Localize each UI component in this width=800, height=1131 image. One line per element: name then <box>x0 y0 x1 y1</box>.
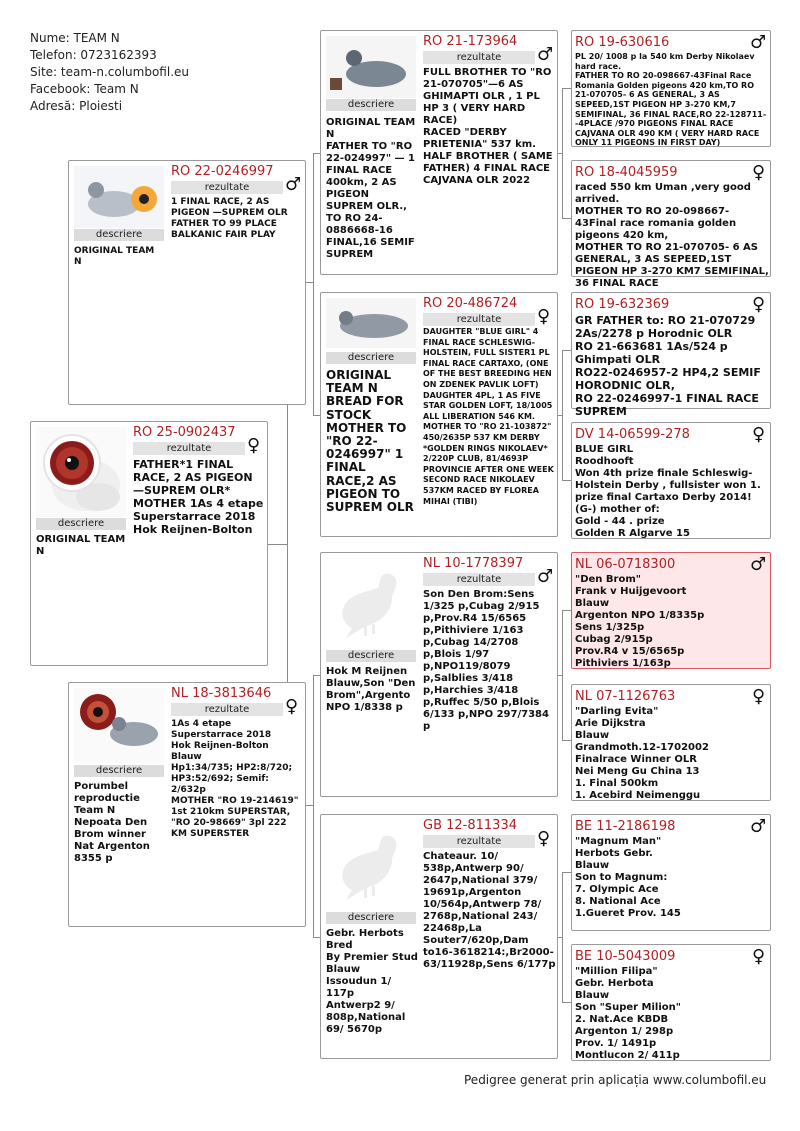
results-label[interactable]: rezultate <box>171 703 283 716</box>
pigeon-photo <box>326 298 416 348</box>
pedigree-text: "Magnum Man" Herbots Gebr. Blauw Son to Magnum: 7. Olympic Ace 8. National Ace 1.Gueret Prov. 145 <box>575 836 681 919</box>
ring-number: NL 06-0718300 <box>575 557 676 572</box>
pedigree-text: "Darling Evita" Arie Dijkstra Blauw Grandmoth.12-1702002 Finalrace Winner OLR Nei Meng Gu China 13 1. Final 500km 1. Acebird Neimenggu <box>575 706 709 801</box>
ring-number: RO 25-0902437 <box>133 425 236 440</box>
ring-number: RO 19-630616 <box>575 35 670 50</box>
connector-line <box>562 872 571 873</box>
description-text: Hok M Reijnen Blauw,Son "Den Brom",Argento NPO 1/8338 p <box>326 666 416 713</box>
pigeon-silhouette <box>326 820 416 910</box>
ring-number: BE 10-5043009 <box>575 949 676 964</box>
results-label[interactable]: rezultate <box>133 442 245 455</box>
connector-line <box>562 610 571 611</box>
female-icon: ♀ <box>537 828 551 849</box>
subject-card[interactable] <box>30 421 268 666</box>
female-icon: ♀ <box>752 294 766 315</box>
results-label[interactable]: rezultate <box>423 573 535 586</box>
pigeon-photo <box>74 688 164 763</box>
female-icon: ♀ <box>752 686 766 707</box>
ring-number: RO 18-4045959 <box>575 165 678 180</box>
ring-number: RO 21-173964 <box>423 34 518 49</box>
pigeon-photo <box>326 36 416 98</box>
ring-number: RO 20-486724 <box>423 296 518 311</box>
paternal-grandmother-card[interactable] <box>320 292 558 537</box>
description-label[interactable]: descriere <box>326 650 416 662</box>
female-icon: ♀ <box>752 424 766 445</box>
paternal-grandfather-card[interactable] <box>320 30 558 275</box>
results-text: Chateaur. 10/ 538p,Antwerp 90/ 2647p,National 379/ 19691p,Argenton 10/564p,Antwerp 78/ 2768p,National 243/ 22468p,La Souter7/620p,Dam to16-3618214:,Br2000-63/11928p,Sens 6/177p <box>423 851 556 970</box>
connector-line <box>562 88 571 89</box>
pigeon-photo <box>74 166 164 228</box>
ring-number: GB 12-811334 <box>423 818 517 833</box>
connector-line <box>268 544 287 545</box>
description-label[interactable]: descriere <box>326 99 416 111</box>
male-icon: ♂ <box>285 174 302 195</box>
connector-line <box>562 480 571 481</box>
ancestor-card-mfm[interactable] <box>571 684 771 801</box>
connector-line <box>562 350 571 351</box>
connector-line <box>562 350 563 480</box>
description-label[interactable]: descriere <box>326 912 416 924</box>
ancestor-card-fmf[interactable] <box>571 292 771 418</box>
father-card[interactable] <box>68 160 306 405</box>
female-icon: ♀ <box>285 696 299 717</box>
ancestor-card-ffm[interactable] <box>571 160 771 289</box>
results-label[interactable]: rezultate <box>423 313 535 326</box>
connector-line <box>305 805 313 806</box>
maternal-grandmother-card[interactable] <box>320 814 558 1059</box>
female-icon: ♀ <box>752 162 766 183</box>
pigeon-silhouette <box>326 558 416 648</box>
pedigree-text: raced 550 km Uman ,very good arrived. MOTHER TO RO 20-098667-43Final race romania golden pigeons 420 km, MOTHER TO RO 21-070705- 6 AS GENERAL, 3 AS SEPEED,1ST PIGEON HP 3-270 KM7 SEMIFINAL, 36 FINAL RACE <box>575 182 769 289</box>
pedigree-text: PL 20/ 1008 p la 540 km Derby Nikolaev hard race. FATHER TO RO 20-098667-43Final Race Romania Golden pigeons 420 km,TO RO 21-070705- 6 AS GENERAL, 3 AS SEPEED,1ST PIGEON HP 3-270 KM,7 SEMIFINAL, 36 FINAL RACE,RO 22-128711--4PLACE /970 PIGEONS FINAL RACE CAJVANA OLR 490 KM ( VERY HARD RACE ONLY 11 PIGEONS IN FIRST DAY) <box>575 52 767 148</box>
connector-line <box>313 153 314 415</box>
results-label[interactable]: rezultate <box>423 51 535 64</box>
maternal-grandfather-card[interactable] <box>320 552 558 797</box>
owner-info <box>30 30 189 115</box>
description-text: ORIGINAL TEAM N <box>74 246 155 267</box>
description-text: ORIGINAL TEAM N BREAD FOR STOCK MOTHER TO "RO 22-0246997" 1 FINAL RACE,2 AS PIGEON TO SUPREM OLR <box>326 368 414 515</box>
description-text: ORIGINAL TEAM N <box>36 534 126 557</box>
connector-line <box>562 1002 571 1003</box>
connector-line <box>562 872 563 1002</box>
connector-line <box>562 88 563 218</box>
female-icon: ♀ <box>537 306 551 327</box>
female-icon: ♀ <box>752 946 766 967</box>
ancestor-card-mff[interactable] <box>571 552 771 669</box>
owner-name: Nume: TEAM N <box>30 31 120 45</box>
description-text: Porumbel reproductie Team N Nepoata Den Brom winner Nat Argenton 8355 p <box>74 781 150 864</box>
results-text: DAUGHTER "BLUE GIRL" 4 FINAL RACE SCHLESWIG-HOLSTEIN, FULL SISTER1 PL FINAL RACE CARTAXO, (ONE OF THE BEST BREEDING HEN ON ZDENEK PAVLIK LOFT) DAUGHTER 4PL, 1 AS FIVE STAR GOLDEN LOFT, 18/1005 ALL LIBERATION 546 KM. MOTHER TO "RO 21-103872" 450/2635P 537 KM DERBY *GOLDEN RINGS NIKOLAEV* 2/220P CLUB, 81/4693P PROVINCIE AFTER ONE WEEK SECOND RACE NIKOLAEV 537KM RACED BY FLOREA MIHAI (TIBI) <box>423 327 554 506</box>
description-text: ORIGINAL TEAM N FATHER TO "RO 22-024997" — 1 FINAL RACE 400km, 2 AS PIGEON SUPREM OLR., TO RO 24-0886668-16 FINAL,16 SEMIF SUPREM <box>326 117 416 260</box>
ancestor-card-fff[interactable] <box>571 30 771 147</box>
ring-number: RO 19-632369 <box>575 297 670 312</box>
results-text: FULL BROTHER TO "RO 21-070705"—6 AS GHIMAPTI OLR , 1 PL HP 3 ( VERY HARD RACE) RACED "DERBY PRIETENIA" 537 km. HALF BROTHER ( SAME FATHER) 4 FINAL RACE CAJVANA OLR 2022 <box>423 67 553 186</box>
ring-number: RO 22-0246997 <box>171 164 274 179</box>
male-icon: ♂ <box>537 566 554 587</box>
description-label[interactable]: descriere <box>74 765 164 777</box>
ring-number: BE 11-2186198 <box>575 819 676 834</box>
pedigree-text: "Den Brom" Frank v Huijgevoort Blauw Argenton NPO 1/8335p Sens 1/325p Cubag 2/915p Prov.R4 v 15/6565p Pithiviers 1/163p <box>575 574 705 669</box>
pedigree-text: BLUE GIRL Roodhooft Won 4th prize finale Schleswig-Holstein Derby , fullsister won 1. prize final Cartaxo Derby 2014! (G-) mother of: Gold - 44 . prize Golden R Algarve 15 <box>575 444 761 539</box>
connector-line <box>562 610 563 740</box>
footer-credit: Pedigree generat prin aplicația www.columbofil.eu <box>464 1073 767 1087</box>
ring-number: NL 18-3813646 <box>171 686 272 701</box>
pedigree-text: "Million Filipa" Gebr. Herbota Blauw Son "Super Milion" 2. Nat.Ace KBDB Argenton 1/ 298p Prov. 1/ 1491p Montlucon 2/ 411p <box>575 966 681 1061</box>
results-label[interactable]: rezultate <box>423 835 535 848</box>
description-label[interactable]: descriere <box>326 352 416 364</box>
male-icon: ♂ <box>750 32 767 53</box>
male-icon: ♂ <box>750 816 767 837</box>
connector-line <box>305 282 313 283</box>
description-text: Gebr. Herbots Bred By Premier Stud Blauw Issoudun 1/ 117p Antwerp2 9/ 808p,National 69/ 5670p <box>326 928 418 1035</box>
results-text: 1As 4 etape Superstarrace 2018 Hok Reijnen-Bolton Blauw Hp1:34/735; HP2:8/720; HP3:52/692; Semif: 2/632p MOTHER "RO 19-214619" 1st 210km SUPERSTAR, "RO 20-98669" 3pl 222 KM SUPERSTER <box>171 719 299 839</box>
owner-address: Adresă: Ploiesti <box>30 99 123 113</box>
connector-line <box>313 675 314 937</box>
owner-site: Site: team-n.columbofil.eu <box>30 65 189 79</box>
connector-line <box>562 740 571 741</box>
results-text: Son Den Brom:Sens 1/325 p,Cubag 2/915 p,Prov.R4 15/6565 p,Pithiviere 1/163 p,Cubag 14/2708 p,Blois 1/97 p,NPO119/8079 p,Salblies 3/418 p,Harchies 3/418 p,Ruffec 5/50 p,Blois 6/133 p,NPO 297/7384 p <box>423 589 549 732</box>
male-icon: ♂ <box>750 554 767 575</box>
mother-card[interactable] <box>68 682 306 927</box>
ancestor-card-mmf[interactable] <box>571 814 771 931</box>
results-label[interactable]: rezultate <box>171 181 283 194</box>
owner-phone: Telefon: 0723162393 <box>30 48 157 62</box>
pedigree-text: GR FATHER to: RO 21-070729 2As/2278 p Horodnic OLR RO 21-663681 1As/524 p Ghimpati OLR RO22-0246957-2 HP4,2 SEMIF HORODNIC OLR, RO 22-0246997-1 FINAL RACE SUPREM <box>575 314 761 418</box>
ancestor-card-mmm[interactable] <box>571 944 771 1061</box>
ring-number: NL 07-1126763 <box>575 689 676 704</box>
male-icon: ♂ <box>537 44 554 65</box>
ring-number: NL 10-1778397 <box>423 556 524 571</box>
ancestor-card-fmm[interactable] <box>571 422 771 539</box>
ring-number: DV 14-06599-278 <box>575 427 690 442</box>
owner-facebook: Facebook: Team N <box>30 82 139 96</box>
female-icon: ♀ <box>247 435 261 456</box>
pigeon-eye-photo <box>36 427 126 517</box>
description-label[interactable]: descriere <box>74 229 164 241</box>
connector-line <box>562 218 571 219</box>
description-label[interactable]: descriere <box>36 518 126 530</box>
results-text: 1 FINAL RACE, 2 AS PIGEON —SUPREM OLR FATHER TO 99 PLACE BALKANIC FAIR PLAY <box>171 197 288 240</box>
results-text: FATHER*1 FINAL RACE, 2 AS PIGEON —SUPREM OLR* MOTHER 1As 4 etape Superstarrace 2018 Hok Reijnen-Bolton <box>133 458 264 536</box>
